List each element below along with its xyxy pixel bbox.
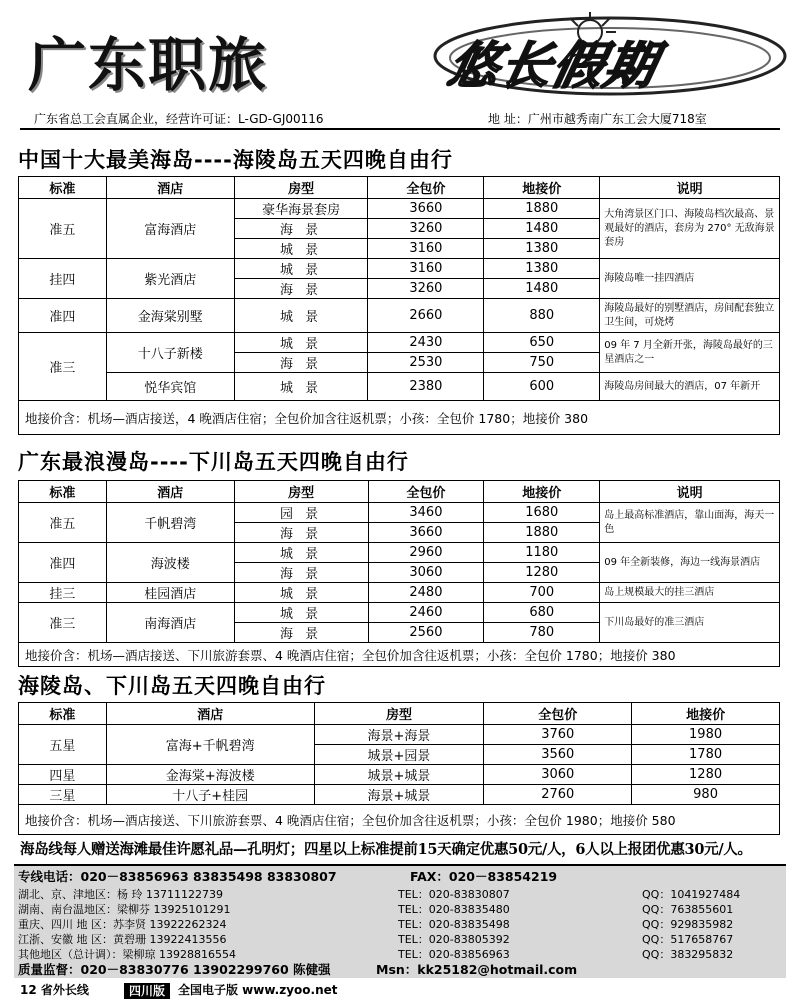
table-row: [19, 765, 780, 785]
room-cell: 城 景: [234, 373, 368, 401]
section3-title: 海陵岛、下川岛五天四晚自由行: [18, 674, 326, 698]
standard-cell: 准四: [19, 543, 107, 583]
contact-panel: [14, 864, 786, 978]
contact-tel: TEL：020-83805392: [398, 933, 510, 946]
col-header: 说明: [600, 177, 780, 199]
section1-title: 中国十大最美海岛----海陵岛五天四晚自由行: [18, 148, 453, 172]
local-price-cell: 750: [484, 353, 600, 373]
standard-cell: 挂三: [19, 583, 107, 603]
hotel-cell: 海波楼: [106, 543, 234, 583]
table-row: [19, 299, 780, 333]
table-header-row: [19, 703, 780, 725]
total-price-cell: 3660: [368, 523, 484, 543]
note-cell: 海陵岛最好的别墅酒店，房间配套独立卫生间，可烧烤: [600, 299, 780, 333]
room-cell: 海 景: [234, 279, 368, 299]
local-price-cell: 1880: [484, 199, 600, 219]
holiday-logo: [420, 8, 790, 100]
col-header: 标准: [19, 177, 107, 199]
table-row: [19, 199, 780, 219]
standard-cell: 准四: [19, 299, 107, 333]
table-row: [19, 333, 780, 353]
room-cell: 园 景: [234, 503, 368, 523]
table-row: [19, 603, 780, 623]
col-header: 房型: [234, 177, 368, 199]
standard-cell: 准三: [19, 333, 107, 401]
local-price-cell: 780: [484, 623, 600, 643]
contact-name: 江浙、安徽 地 区：黄碧珊 13922413556: [18, 933, 227, 946]
total-price-cell: 2960: [368, 543, 484, 563]
contact-name: 湖北、京、津地区：杨 玲 13711122739: [18, 888, 223, 901]
total-price-cell: 3260: [368, 279, 484, 299]
fax: FAX：020－83854219: [410, 869, 558, 884]
local-price-cell: 700: [484, 583, 600, 603]
local-price-cell: 650: [484, 333, 600, 353]
col-header: 标准: [19, 481, 107, 503]
room-cell: 城景+园景: [314, 745, 484, 765]
col-header: 地接价: [632, 703, 780, 725]
total-price-cell: 2760: [484, 785, 632, 805]
room-cell: 海 景: [234, 523, 368, 543]
header: [0, 0, 800, 108]
total-price-cell: 2430: [368, 333, 484, 353]
room-cell: 海 景: [234, 219, 368, 239]
standard-cell: 三星: [19, 785, 107, 805]
room-cell: 城 景: [234, 259, 368, 279]
room-cell: 豪华海景套房: [234, 199, 368, 219]
hotel-cell: 千帆碧湾: [106, 503, 234, 543]
local-price-cell: 600: [484, 373, 600, 401]
contact-qq: QQ：517658767: [642, 933, 734, 946]
contact-name: 其他地区（总计调）：梁柳琼 13928816554: [18, 948, 236, 961]
total-price-cell: 2560: [368, 623, 484, 643]
contact-name: 重庆、四川 地 区：苏李贤 13922262324: [18, 918, 227, 931]
room-cell: 城景+城景: [314, 765, 484, 785]
total-price-cell: 2530: [368, 353, 484, 373]
total-price-cell: 3060: [484, 765, 632, 785]
hotel-cell: 悦华宾馆: [106, 373, 234, 401]
address-text: 地 址：广州市越秀南广东工会大厦718室: [488, 112, 707, 126]
edition-badge: 四川版: [124, 983, 170, 999]
hotel-cell: 金海棠别墅: [106, 299, 234, 333]
total-price-cell: 2460: [368, 603, 484, 623]
local-price-cell: 1380: [484, 259, 600, 279]
total-price-cell: 3660: [368, 199, 484, 219]
col-header: 酒店: [106, 703, 314, 725]
contact-name: 湖南、南台温地区：梁柳芬 13925101291: [18, 903, 231, 916]
standard-cell: 五星: [19, 725, 107, 765]
section2-table: [18, 480, 780, 667]
room-cell: 海 景: [234, 353, 368, 373]
local-price-cell: 880: [484, 299, 600, 333]
table-header-row: [19, 481, 780, 503]
col-header: 地接价: [484, 177, 600, 199]
hotel-cell: 紫光酒店: [106, 259, 234, 299]
quality-supervision: 质量监督：020－83830776 13902299760 陈健强: [18, 962, 331, 977]
total-price-cell: 2660: [368, 299, 484, 333]
table-row: [19, 259, 780, 279]
price-includes-note: 地接价含：机场—酒店接送、下川旅游套票、4 晚酒店住宿；全包价加含往返机票；小孩：全包价 1980；地接价 580: [19, 805, 780, 835]
section3-table: [18, 702, 780, 835]
room-cell: 海 景: [234, 623, 368, 643]
local-price-cell: 1280: [484, 563, 600, 583]
total-price-cell: 2380: [368, 373, 484, 401]
msn: Msn：kk25182@hotmail.com: [376, 962, 578, 977]
section2-title: 广东最浪漫岛----下川岛五天四晚自由行: [18, 450, 409, 474]
room-cell: 城 景: [234, 543, 368, 563]
contact-tel: TEL：020-83830807: [398, 888, 510, 901]
local-price-cell: 980: [632, 785, 780, 805]
table-row: [19, 543, 780, 563]
hotel-cell: 十八子+桂园: [106, 785, 314, 805]
col-header: 房型: [234, 481, 368, 503]
local-price-cell: 1680: [484, 503, 600, 523]
col-header: 说明: [600, 481, 780, 503]
note-cell: 大角湾景区门口、海陵岛档次最高、景观最好的酒店，套房为 270° 无敌海景套房: [600, 199, 780, 259]
note-cell: 海陵岛房间最大的酒店，07 年新开: [600, 373, 780, 401]
col-header: 全包价: [368, 481, 484, 503]
local-price-cell: 1180: [484, 543, 600, 563]
table-footer-row: [19, 805, 780, 835]
table-row: [19, 785, 780, 805]
room-cell: 城 景: [234, 299, 368, 333]
room-cell: 城 景: [234, 239, 368, 259]
col-header: 地接价: [484, 481, 600, 503]
local-price-cell: 1480: [484, 219, 600, 239]
col-header: 全包价: [368, 177, 484, 199]
note-cell: 岛上最高标准酒店，靠山面海，海天一色: [600, 503, 780, 543]
total-price-cell: 3160: [368, 239, 484, 259]
note-cell: 09 年 7 月全新开张，海陵岛最好的三星酒店之一: [600, 333, 780, 373]
room-cell: 城 景: [234, 333, 368, 353]
room-cell: 海景+海景: [314, 725, 484, 745]
room-cell: 城 景: [234, 583, 368, 603]
table-row: [19, 373, 780, 401]
col-header: 房型: [314, 703, 484, 725]
room-cell: 海景+城景: [314, 785, 484, 805]
price-includes-note: 地接价含：机场—酒店接送，4 晚酒店住宿；全包价加含往返机票；小孩：全包价 1780；地接价 380: [19, 401, 780, 435]
contact-tel: TEL：020-83856963: [398, 948, 510, 961]
col-header: 酒店: [106, 177, 234, 199]
col-header: 标准: [19, 703, 107, 725]
total-price-cell: 3060: [368, 563, 484, 583]
license-text: 广东省总工会直属企业，经营许可证：L-GD-GJ00116: [34, 112, 324, 126]
standard-cell: 准三: [19, 603, 107, 643]
total-price-cell: 2480: [368, 583, 484, 603]
total-price-cell: 3760: [484, 725, 632, 745]
note-cell: 下川岛最好的准三酒店: [600, 603, 780, 643]
note-cell: 岛上规模最大的挂三酒店: [600, 583, 780, 603]
promo-text: 海岛线每人赠送海滩最佳许愿礼品—孔明灯；四星以上标准提前15天确定优惠50元/人，6人以上报团优惠30元/人。: [20, 841, 752, 858]
contact-tel: TEL：020-83835480: [398, 903, 510, 916]
hotel-cell: 富海酒店: [106, 199, 234, 259]
price-includes-note: 地接价含：机场—酒店接送、下川旅游套票、4 晚酒店住宿；全包价加含往返机票；小孩：全包价 1780；地接价 380: [19, 643, 780, 667]
total-price-cell: 3260: [368, 219, 484, 239]
local-price-cell: 1280: [632, 765, 780, 785]
contact-qq: QQ：763855601: [642, 903, 734, 916]
page-footer: [0, 980, 800, 1000]
edition-website: 全国电子版 www.zyoo.net: [178, 983, 338, 997]
hotel-cell: 富海+千帆碧湾: [106, 725, 314, 765]
note-cell: 09 年全新装修，海边一线海景酒店: [600, 543, 780, 583]
note-cell: 海陵岛唯一挂四酒店: [600, 259, 780, 299]
hotel-cell: 南海酒店: [106, 603, 234, 643]
contact-qq: QQ：1041927484: [642, 888, 741, 901]
local-price-cell: 1780: [632, 745, 780, 765]
section1-table: [18, 176, 780, 435]
contact-qq: QQ：383295832: [642, 948, 734, 961]
table-row: [19, 503, 780, 523]
col-header: 酒店: [106, 481, 234, 503]
table-row: [19, 725, 780, 745]
standard-cell: 准五: [19, 199, 107, 259]
table-footer-row: [19, 401, 780, 435]
contact-tel: TEL：020-83835498: [398, 918, 510, 931]
total-price-cell: 3560: [484, 745, 632, 765]
hotel-cell: 金海棠+海波楼: [106, 765, 314, 785]
total-price-cell: 3460: [368, 503, 484, 523]
hotel-cell: 桂园酒店: [106, 583, 234, 603]
local-price-cell: 1480: [484, 279, 600, 299]
standard-cell: 准五: [19, 503, 107, 543]
logo-text: 悠长假期: [442, 36, 664, 95]
local-price-cell: 1980: [632, 725, 780, 745]
hotline: 专线电话：020－83856963 83835498 83830807: [18, 869, 337, 884]
local-price-cell: 1380: [484, 239, 600, 259]
table-row: [19, 583, 780, 603]
table-header-row: [19, 177, 780, 199]
info-bar: [20, 108, 780, 130]
local-price-cell: 680: [484, 603, 600, 623]
page-number: 12 省外长线: [20, 983, 89, 997]
room-cell: 海 景: [234, 563, 368, 583]
contact-qq: QQ：929835982: [642, 918, 734, 931]
hotel-cell: 十八子新楼: [106, 333, 234, 373]
total-price-cell: 3160: [368, 259, 484, 279]
table-footer-row: [19, 643, 780, 667]
local-price-cell: 1880: [484, 523, 600, 543]
brand-title: 广东职旅: [28, 31, 269, 99]
standard-cell: 挂四: [19, 259, 107, 299]
room-cell: 城 景: [234, 603, 368, 623]
standard-cell: 四星: [19, 765, 107, 785]
col-header: 全包价: [484, 703, 632, 725]
